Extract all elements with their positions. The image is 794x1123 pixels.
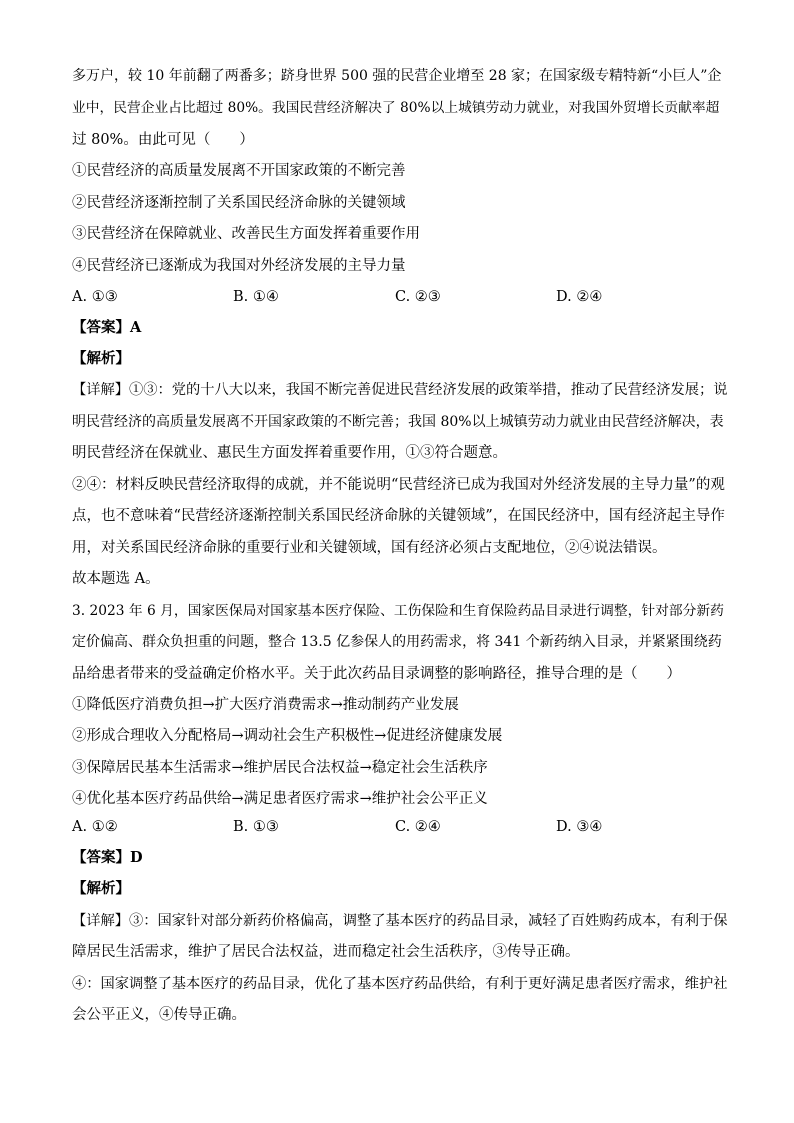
choice-statement: ④优化基本医疗药品供给→满足患者医疗需求→维护社会公平正义 — [72, 791, 488, 807]
detail-line: 明民营经济在保就业、惠民生方面发挥着重要作用，①③符合题意。 — [72, 445, 507, 461]
text-line: 业中，民营企业占比超过 80%。我国民营经济解决了 80%以上城镇劳动力就业，对我国外贸增长贡献率超 — [72, 100, 720, 116]
detail-line: 【详解】①③：党的十八大以来，我国不断完善促进民营经济发展的政策举措，推动了民营经济发展；说 — [72, 382, 728, 398]
detail-line: ②④：材料反映民营经济取得的成就，并不能说明“民营经济已成为我国对外经济发展的主导力量”的观 — [72, 477, 725, 493]
option-b: B. ①③ — [233, 819, 279, 835]
option-a: A. ①③ — [72, 289, 118, 305]
option-c: C. ②③ — [395, 289, 441, 305]
detail-line: ④：国家调整了基本医疗的药品目录，优化了基本医疗药品供给，有利于更好满足患者医疗需求，维护社 — [72, 976, 728, 992]
detail-line: 点，也不意味着“民营经济逐渐控制关系国民经济命脉的关键领域”，在国民经济中，国有经济起主导作 — [72, 508, 725, 524]
answer-label: 【答案】A — [72, 319, 142, 336]
choice-statement: ④民营经济已逐渐成为我国对外经济发展的主导力量 — [72, 258, 406, 274]
analysis-label: 【解析】 — [72, 880, 130, 897]
detail-line: 会公平正义，④传导正确。 — [72, 1007, 246, 1023]
detail-line: 障居民生活需求，维护了居民合法权益，进而稳定社会生活秩序，③传导正确。 — [72, 944, 580, 960]
detail-line: 明民营经济的高质量发展离不开国家政策的不断完善；我国 80%以上城镇劳动力就业由民营经济解决，表 — [72, 414, 724, 430]
answer-label: 【答案】D — [72, 849, 143, 866]
choice-statement: ③民营经济在保障就业、改善民生方面发挥着重要作用 — [72, 226, 420, 242]
conclusion-line: 故本题选 A。 — [72, 571, 160, 587]
choice-statement: ①民营经济的高质量发展离不开国家政策的不断完善 — [72, 163, 406, 179]
text-line: 多万户，较 10 年前翻了两番多；跻身世界 500 强的民营企业增至 28 家；在国家级专精特新“小巨人”企 — [72, 68, 722, 84]
option-d: D. ②④ — [556, 289, 603, 305]
choice-statement: ①降低医疗消费负担→扩大医疗消费需求→推动制药产业发展 — [72, 697, 459, 713]
option-a: A. ①② — [72, 819, 118, 835]
choice-statement: ②形成合理收入分配格局→调动社会生产积极性→促进经济健康发展 — [72, 728, 503, 744]
choice-statement: ③保障居民基本生活需求→维护居民合法权益→稳定社会生活秩序 — [72, 760, 488, 776]
question-3-stem: 3. 2023 年 6 月，国家医保局对国家基本医疗保险、工伤保险和生育保险药品目录进行调整，针对部分新药 — [72, 603, 724, 619]
text-line: 过 80%。由此可见（ ） — [72, 132, 254, 148]
analysis-label: 【解析】 — [72, 350, 130, 367]
option-b: B. ①④ — [233, 289, 279, 305]
question-3-stem: 品给患者带来的受益确定价格水平。关于此次药品目录调整的影响路径，推导合理的是（ ） — [72, 666, 681, 682]
choice-statement: ②民营经济逐渐控制了关系国民经济命脉的关键领域 — [72, 195, 406, 211]
detail-line: 用，对关系国民经济命脉的重要行业和关键领域，国有经济必须占支配地位，②④说法错误。 — [72, 540, 667, 556]
option-d: D. ③④ — [556, 819, 603, 835]
detail-line: 【详解】③：国家针对部分新药价格偏高，调整了基本医疗的药品目录，减轻了百姓购药成本，有利于保 — [72, 913, 728, 929]
option-c: C. ②④ — [395, 819, 441, 835]
question-3-stem: 定价偏高、群众负担重的问题，整合 13.5 亿参保人的用药需求，将 341 个新药纳入目录，并紧紧围绕药 — [72, 634, 722, 650]
